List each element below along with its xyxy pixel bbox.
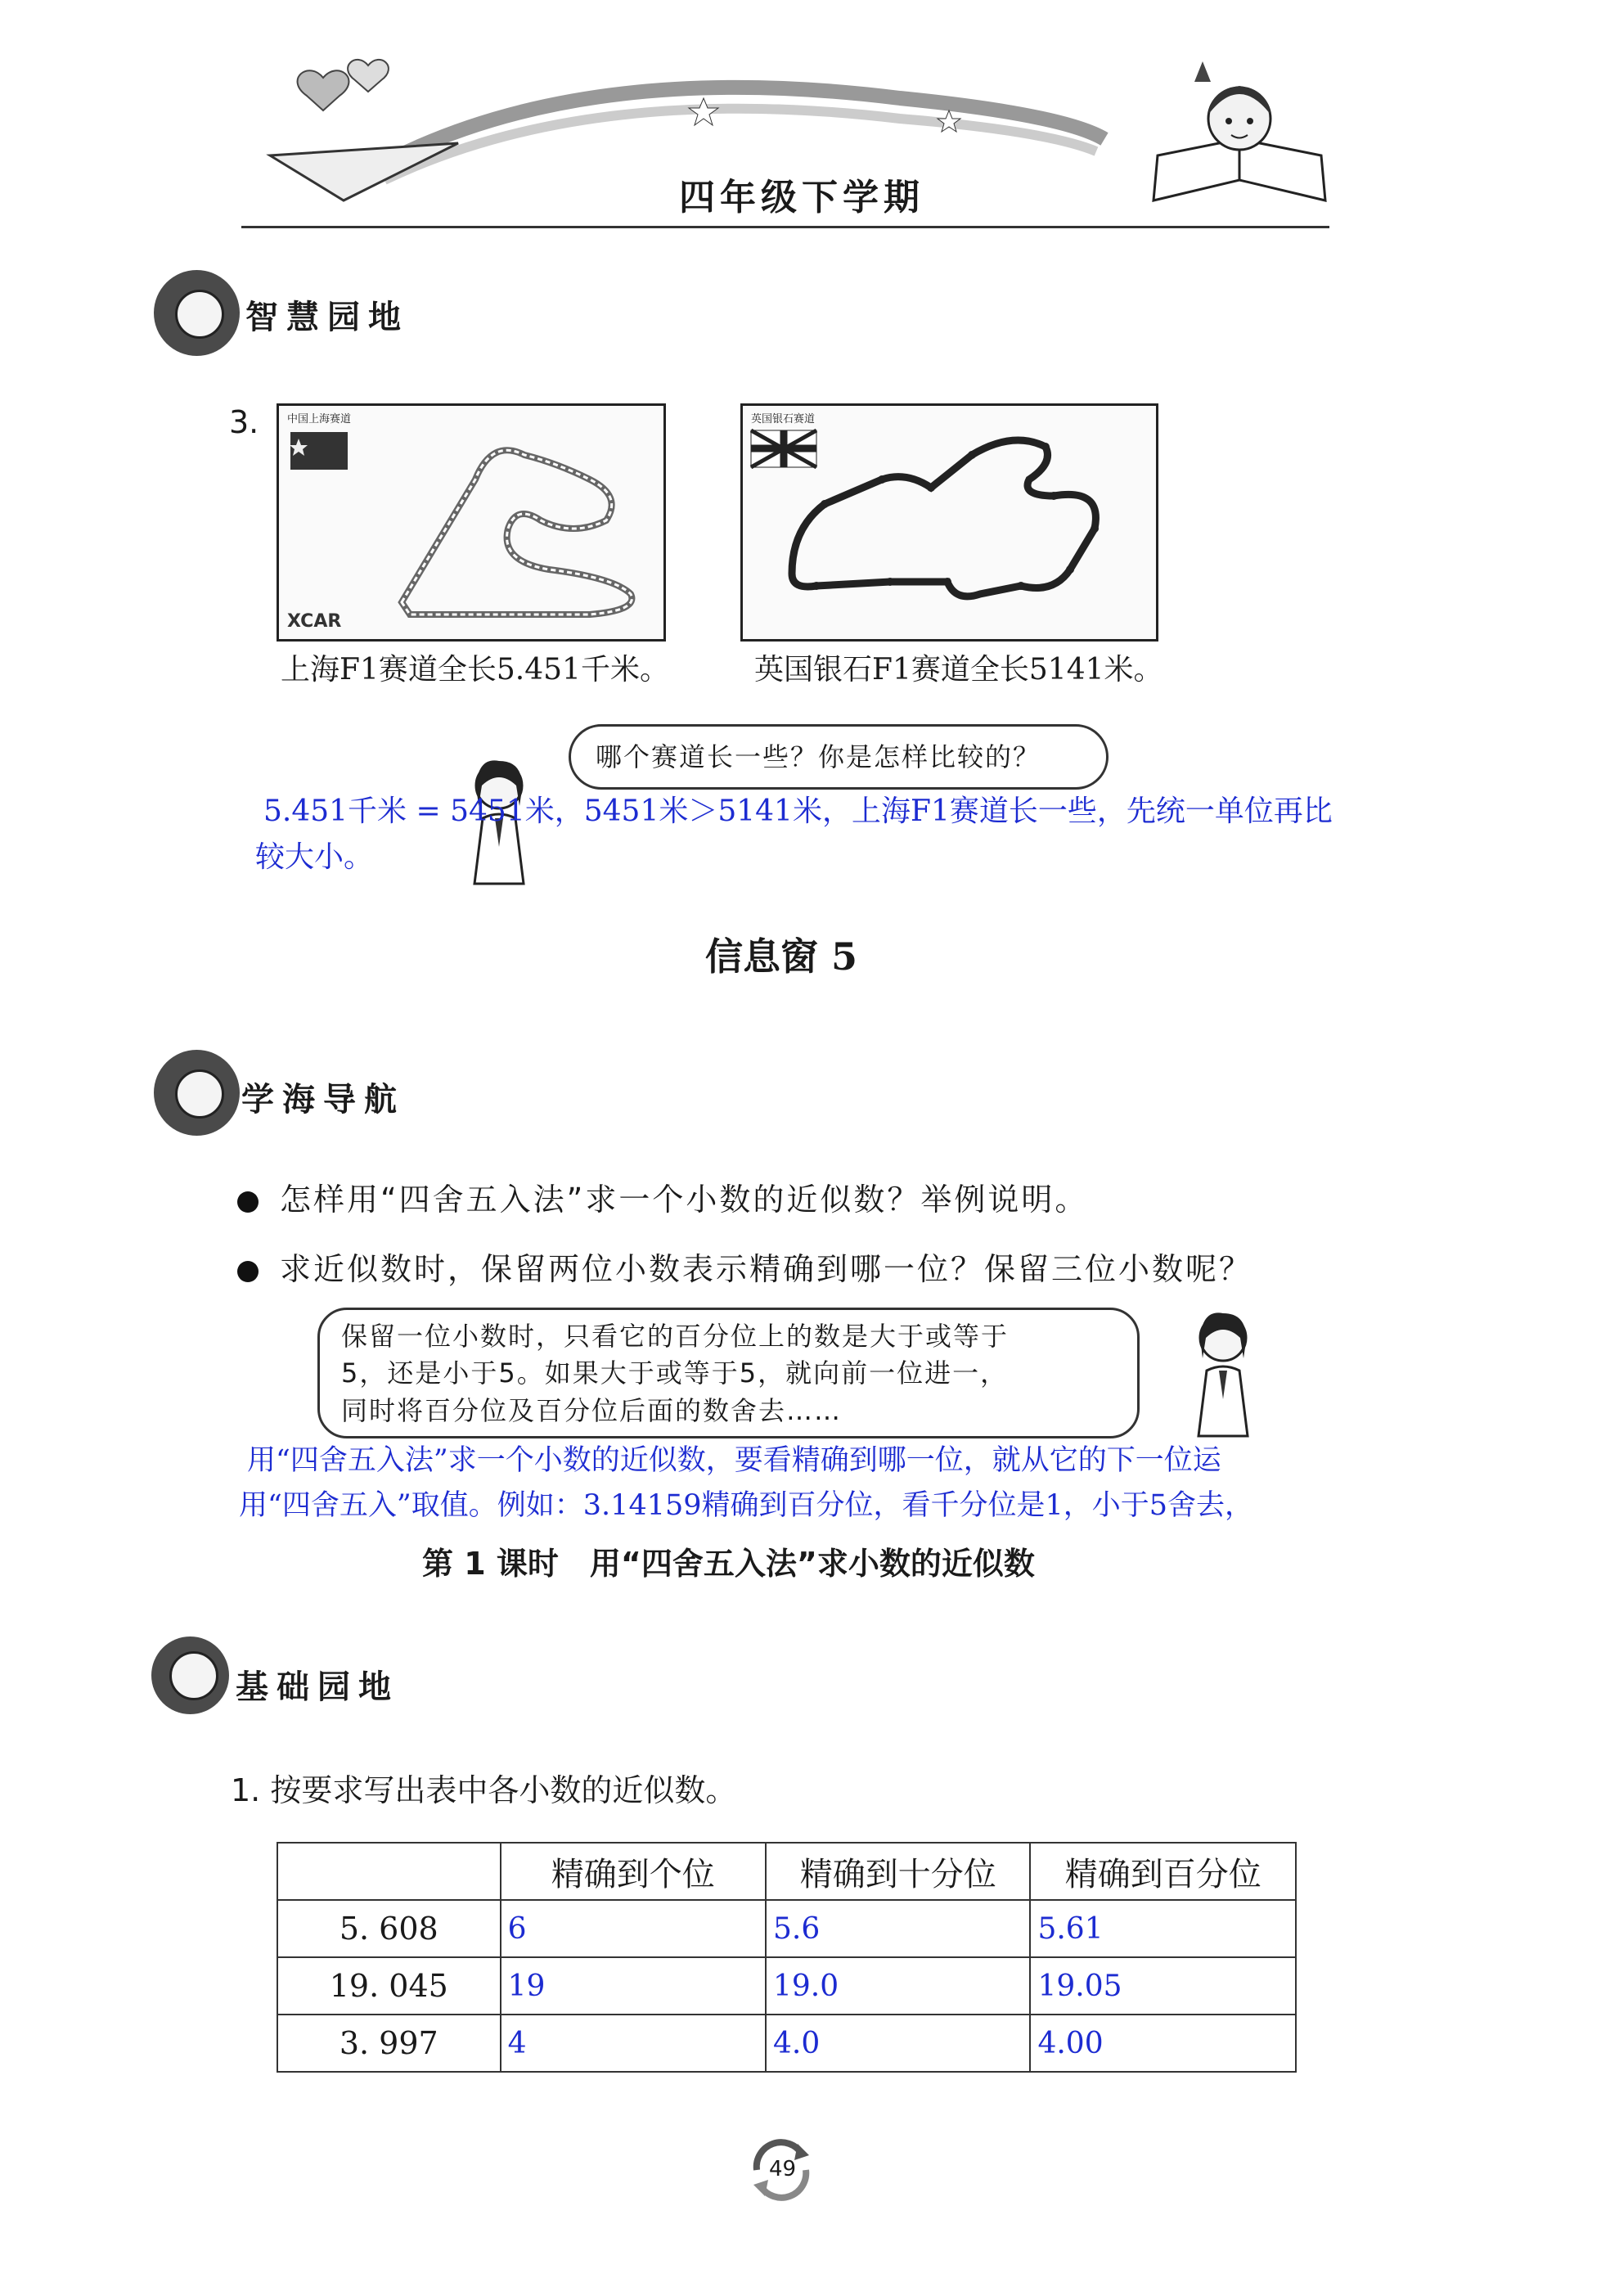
hundredths-answer-cell: 4.00 — [1030, 2015, 1296, 2072]
wisdom-section-label: 智慧园地 — [245, 299, 409, 336]
shanghai-caption: 上海F1赛道全长5.451千米。 — [281, 653, 669, 687]
study-section-icon — [154, 1050, 240, 1136]
hint-line-2: 5，还是小于5。如果大于或等于5，就向前一位进一， — [341, 1357, 1009, 1389]
approximation-table — [277, 1842, 1297, 2073]
table-row — [277, 1957, 1296, 2015]
table-row — [277, 1900, 1296, 1957]
table-header-cell — [277, 1843, 501, 1900]
study-bullet-1-text: 怎样用“四舍五入法”求一个小数的近似数？举例说明。 — [280, 1182, 1089, 1218]
table-header-cell: 精确到十分位 — [766, 1843, 1030, 1900]
map-right-title: 英国银石赛道 — [751, 413, 816, 425]
page-number: 49 — [769, 2157, 797, 2181]
silverstone-circuit-map — [740, 403, 1158, 642]
tenths-answer-cell: 19.0 — [766, 1957, 1030, 2015]
girl-illustration-2 — [1178, 1309, 1268, 1440]
table-header-cell: 精确到百分位 — [1030, 1843, 1296, 1900]
study-answer-line-2: 用“四舍五入”取值。例如：3.14159精确到百分位，看千分位是1，小于5舍去， — [239, 1489, 1254, 1522]
tenths-answer-cell: 5.6 — [766, 1900, 1030, 1957]
header-divider — [241, 226, 1329, 228]
tenths-answer-cell: 4.0 — [766, 2015, 1030, 2072]
table-header-row — [277, 1843, 1296, 1900]
silverstone-caption: 英国银石F1赛道全长5141米。 — [754, 653, 1163, 687]
study-answer-line-1: 用“四舍五入法”求一个小数的近似数，要看精确到哪一位，就从它的下一位运 — [247, 1444, 1221, 1477]
study-bullet-1 — [237, 1174, 1088, 1219]
hundredths-answer-cell: 5.61 — [1030, 1900, 1296, 1957]
wisdom-section-icon — [154, 270, 240, 356]
decimal-cell: 5. 608 — [277, 1900, 501, 1957]
reading-girl-illustration — [1145, 57, 1333, 213]
ones-answer-cell: 19 — [501, 1957, 766, 2015]
study-bullet-2 — [237, 1244, 1252, 1289]
shanghai-circuit-map — [277, 403, 666, 642]
basics-section-icon — [151, 1636, 229, 1714]
hint-line-3: 同时将百分位及百分位后面的数舍去…… — [341, 1394, 843, 1426]
q3-answer-line-2: 较大小。 — [255, 840, 374, 874]
table-header-cell: 精确到个位 — [501, 1843, 766, 1900]
bullet-dot — [237, 1261, 259, 1282]
question-bubble: 哪个赛道长一些？你是怎样比较的？ — [569, 724, 1109, 790]
map-left-title: 中国上海赛道 — [287, 413, 352, 425]
table-row — [277, 2015, 1296, 2072]
xcar-logo: XCAR — [287, 611, 342, 632]
decimal-cell: 19. 045 — [277, 1957, 501, 2015]
bullet-dot — [237, 1191, 259, 1213]
lesson-title: 第 1 课时 用“四舍五入法”求小数的近似数 — [422, 1546, 1035, 1582]
header-title: 四年级下学期 — [679, 177, 924, 218]
hint-bubble — [317, 1308, 1140, 1438]
hundredths-answer-cell: 19.05 — [1030, 1957, 1296, 2015]
q3-answer-line-1: 5.451千米 = 5451米，5451米＞5141米，上海F1赛道长一些，先统一单位再比 — [263, 795, 1333, 828]
info-window-title: 信息窗 5 — [705, 934, 858, 979]
question-3-number: 3. — [229, 404, 259, 440]
hint-line-1: 保留一位小数时，只看它的百分位上的数是大于或等于 — [341, 1321, 1010, 1352]
question-1-text: 1. 按要求写出表中各小数的近似数。 — [231, 1772, 737, 1808]
ones-answer-cell: 4 — [501, 2015, 766, 2072]
basics-section-label: 基础园地 — [236, 1668, 399, 1706]
study-bullet-2-text: 求近似数时，保留两位小数表示精确到哪一位？保留三位小数呢？ — [280, 1251, 1253, 1287]
study-section-label: 学海导航 — [241, 1081, 405, 1119]
decimal-cell: 3. 997 — [277, 2015, 501, 2072]
ones-answer-cell: 6 — [501, 1900, 766, 1957]
